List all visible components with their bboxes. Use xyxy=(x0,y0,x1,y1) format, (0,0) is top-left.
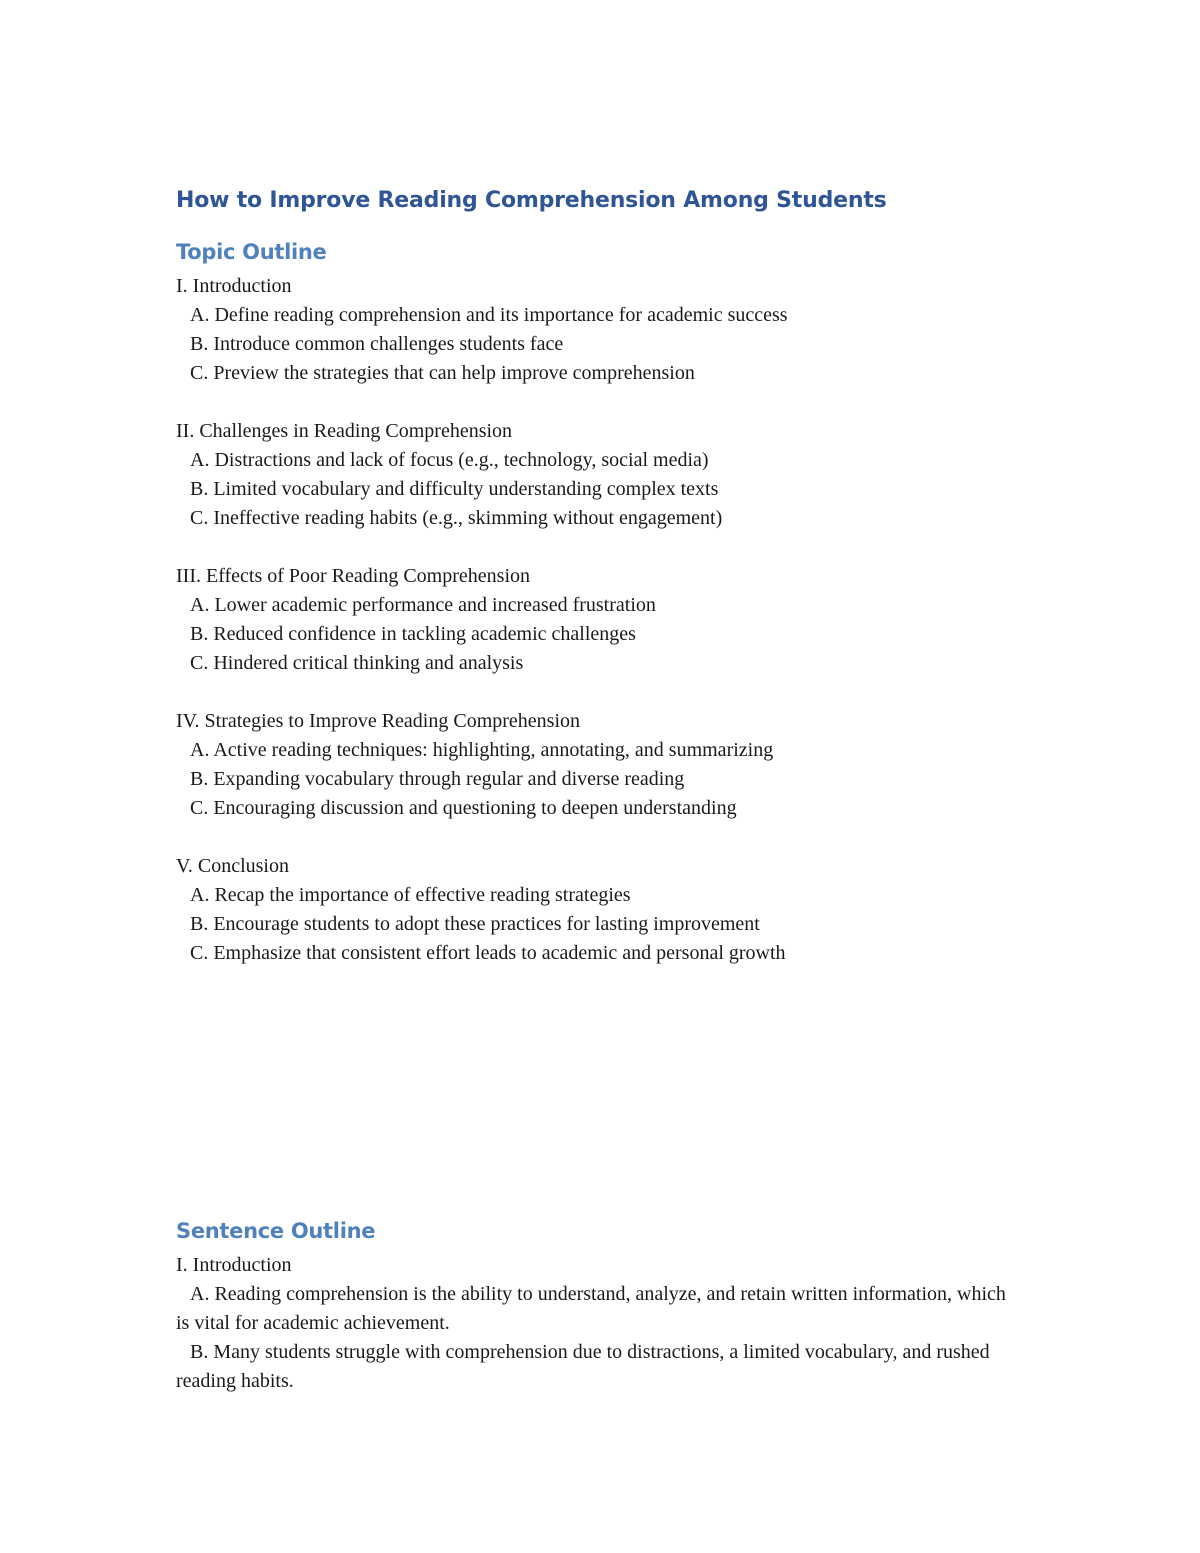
section-label: II. Challenges in Reading Comprehension xyxy=(176,420,513,442)
outline-item: C. Encouraging discussion and questioning to deepen understanding xyxy=(190,797,737,819)
spacer xyxy=(176,678,788,707)
section-label: I. Introduction xyxy=(176,1254,292,1276)
outline-item: B. Expanding vocabulary through regular and diverse reading xyxy=(190,768,685,790)
spacer xyxy=(176,823,788,852)
sentence-section-1 xyxy=(176,1251,1006,1396)
topic-section-5 xyxy=(176,852,788,968)
outline-item: B. Encourage students to adopt these practices for lasting improvement xyxy=(190,913,760,935)
outline-item: B. Limited vocabulary and difficulty understanding complex texts xyxy=(190,478,719,500)
spacer xyxy=(176,388,788,417)
outline-item: B. Reduced confidence in tackling academic challenges xyxy=(190,623,636,645)
outline-item: B. Introduce common challenges students face xyxy=(190,333,564,355)
outline-item: A. Define reading comprehension and its importance for academic success xyxy=(190,304,788,326)
outline-item: C. Emphasize that consistent effort leads to academic and personal growth xyxy=(190,942,786,964)
topic-section-2 xyxy=(176,417,788,533)
outline-item: C. Ineffective reading habits (e.g., skimming without engagement) xyxy=(190,507,723,529)
outline-item: A. Active reading techniques: highlighting, annotating, and summarizing xyxy=(190,739,774,761)
outline-item: A. Recap the importance of effective reading strategies xyxy=(190,884,631,906)
document-title: How to Improve Reading Comprehension Among Students xyxy=(176,188,887,213)
outline-item: C. Preview the strategies that can help improve comprehension xyxy=(190,362,695,384)
section-label: I. Introduction xyxy=(176,275,292,297)
section-label: IV. Strategies to Improve Reading Comprehension xyxy=(176,710,581,732)
outline-item: A. Distractions and lack of focus (e.g., technology, social media) xyxy=(190,449,709,471)
topic-outline-heading: Topic Outline xyxy=(176,240,327,264)
topic-section-1 xyxy=(176,272,788,388)
topic-outline xyxy=(176,272,788,968)
outline-sentence: A. Reading comprehension is the ability to understand, analyze, and retain written information, which is vital for academic achievement. xyxy=(176,1283,1006,1334)
section-label: III. Effects of Poor Reading Comprehension xyxy=(176,565,530,587)
outline-item: C. Hindered critical thinking and analysis xyxy=(190,652,524,674)
sentence-outline xyxy=(176,1251,1006,1396)
sentence-outline-heading: Sentence Outline xyxy=(176,1219,376,1243)
outline-sentence: B. Many students struggle with comprehension due to distractions, a limited vocabulary, and rushed reading habits. xyxy=(176,1341,990,1392)
topic-section-3 xyxy=(176,562,788,678)
section-label: V. Conclusion xyxy=(176,855,289,877)
outline-item: A. Lower academic performance and increased frustration xyxy=(190,594,656,616)
topic-section-4 xyxy=(176,707,788,823)
spacer xyxy=(176,533,788,562)
